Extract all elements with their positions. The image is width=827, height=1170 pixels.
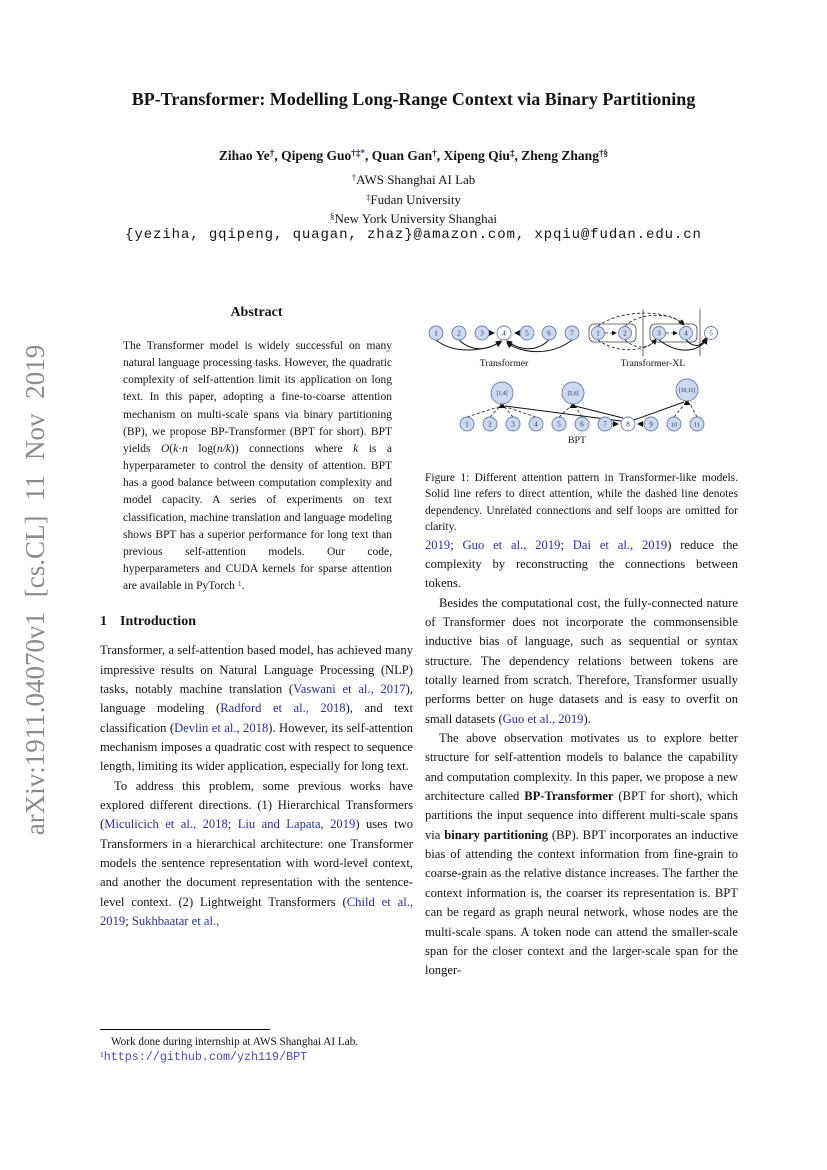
affiliation-fudan: ‡Fudan University <box>365 191 462 207</box>
transformer-diagram <box>429 326 579 369</box>
affiliation-aws: †AWS Shanghai AI Lab <box>351 172 476 187</box>
right-paragraph-3: The above observation motivates us to explore better structure for self-attention models to balance the capability and computation complexity. In this paper, we propose a new architecture called BP-Transformer (BPT for short), which partitions the input sequence into different multi-scale spans via binary partitioning (BP). BPT incorporates an inductive bias of attending the context information from fine-grain to coarse-grain as the relative distance increases. The farther the context information is, the coarser its representation is. BPT can be regard as graph neural network, whose nodes are the multi-scale spans. A token node can attend the smaller-scale span for the closer context and the larger-scale span for the longer- <box>425 731 739 978</box>
citation-link[interactable]: Guo et al., 2019 <box>462 537 561 552</box>
token-node-label: 10 <box>671 422 677 429</box>
node-label: 2 <box>457 329 461 338</box>
right-paragraph-2: Besides the computational cost, the fully-connected nature of Transformer does not incorporate the commonsensible inductive bias of language, such as sequential or syntax structure. The dependency relations between tokens are totally learned from scratch. Therefore, Transformer usually performs better on huge datasets and is easy to overfit on small datasets (Guo et al., 2019). <box>425 595 738 726</box>
footnote-rule <box>100 1029 270 1030</box>
citation-link[interactable]: 2019 <box>425 537 451 552</box>
node-label: 7 <box>570 329 574 338</box>
arxiv-watermark: arXiv:1911.04070v1 [cs.CL] 11 Nov 2019 <box>20 344 50 836</box>
token-node-label: 4 <box>534 420 538 429</box>
footnote-url-link[interactable]: https://github.com/yzh119/BPT <box>103 1050 308 1064</box>
span-node-label: [5,6] <box>567 391 579 397</box>
citation-link[interactable]: * <box>360 147 366 158</box>
figure-1-caption: Figure 1: Different attention pattern in Transformer-like models. Solid line refers to direct attention, while the dashed line denotes dependency. Unrelated connections and self loops are omitted for clarity. <box>425 472 738 534</box>
bpt-diagram <box>460 379 704 446</box>
transformer-xl-diagram <box>589 309 718 369</box>
footnote-thanks: Work done during internship at AWS Shanghai AI Lab. <box>111 1036 359 1048</box>
node-label: 5 <box>525 329 529 338</box>
token-node-label: 6 <box>580 420 584 429</box>
node-label: 3 <box>480 329 484 338</box>
intro-paragraph-2: To address this problem, some previous works have explored different directions. (1) Hierarchical Transformers (Miculicich et al., 2018; Liu and Lapata, 2019) uses two Transformers in a hierarchical architecture: one Transformer models the sentence representation with word-level context, and another the document representation with the sentence-level context. (2) Lightweight Transformers (Child et al., 2019; Sukhbaatar et al., <box>100 778 413 929</box>
citation-link[interactable]: Child et al., 2019 <box>100 894 413 929</box>
token-node-label: 7 <box>603 420 607 429</box>
citation-link[interactable]: Dai et al., 2019 <box>572 537 668 552</box>
citation-link[interactable]: Vaswani et al., 2017 <box>293 682 406 697</box>
node-label: 4 <box>684 329 688 338</box>
transformer-xl-label: Transformer-XL <box>620 358 686 369</box>
intro-paragraph-1: Transformer, a self-attention based model, has achieved many impressive results on Natural Language Processing (NLP) tasks, notably machine translation (Vaswani et al., 2017), language modeling (Radford et al., 2018), and text classification (Devlin et al., 2018). However, its self-attention mechanism imposes a quadratic cost with respect to sequence length, limiting its wider application, especially for long text. <box>100 643 413 774</box>
author-line: Zihao Ye†, Qipeng Guo†‡*, Quan Gan†, Xipeng Qiu‡, Zheng Zhang†§ <box>218 147 609 163</box>
section-number: 1 <box>100 614 107 630</box>
token-node-label: 3 <box>511 420 515 429</box>
transformer-label: Transformer <box>479 358 529 369</box>
node-label: 1 <box>434 329 438 338</box>
affiliation-nyu: §New York University Shanghai <box>330 211 497 226</box>
token-node-label: 9 <box>649 420 653 429</box>
right-column <box>425 300 738 1066</box>
citation-link[interactable]: Radford et al., 2018 <box>220 701 346 716</box>
node-label: 4 <box>502 329 506 338</box>
abstract-body: The Transformer model is widely successful on many natural language processing tasks. However, the quadratic complexity of self-attention limit its application on long text. In this paper, adopting a fine-to-coarse attention mechanism on multi-scale spans via binary partitioning (BP), we propose BP-Transformer (BPT for short). BPT yields O(k·n log(n/k)) connections where k is a hyperparameter to control the density of attention. BPT has a good balance between computation complexity and model capacity. A series of experiments on text classification, machine translation and language modeling shows BPT has a superior performance for long text than previous self-attention models. Our code, hyperparameters and CUDA kernels for sparse attention are available in PyTorch $^1$. <box>123 340 392 593</box>
citation-link[interactable]: 1 <box>237 578 242 588</box>
figure-1-diagram <box>425 308 735 458</box>
section-title: Introduction <box>120 614 196 630</box>
citation-link[interactable]: Guo et al., 2019 <box>502 711 584 726</box>
left-column <box>100 300 413 1066</box>
token-node-label: 1 <box>465 420 469 429</box>
token-node-label: 8 <box>626 420 630 429</box>
node-label: 3 <box>657 329 661 338</box>
span-node-label: [10,11] <box>678 388 696 394</box>
section-heading-introduction <box>100 614 413 630</box>
bpt-label: BPT <box>568 435 586 446</box>
citation-link[interactable]: Liu and Lapata, 2019 <box>237 817 356 832</box>
citation-link[interactable]: Miculicich et al., 2018 <box>104 817 228 832</box>
footnote-url-line: $^1$https://github.com/yzh119/BPT <box>100 1049 308 1064</box>
footnote-block <box>100 1029 413 1064</box>
token-node-label: 5 <box>557 420 561 429</box>
node-label: 6 <box>547 329 551 338</box>
node-label: 2 <box>623 329 627 338</box>
token-node-label: 11 <box>694 422 700 429</box>
affiliations <box>0 170 827 229</box>
paper-title: BP-Transformer: Modelling Long-Range Context via Binary Partitioning <box>131 89 696 109</box>
token-node-label: 2 <box>488 420 492 429</box>
citation-link[interactable]: Sukhbaatar et al., <box>131 914 220 929</box>
node-label: 5 <box>709 329 713 338</box>
author-emails: {yeziha, gqipeng, quagan, zhaz}@amazon.com, xpqiu@fudan.edu.cn <box>125 227 702 243</box>
abstract-heading: Abstract <box>230 305 283 320</box>
span-node-label: [1,4] <box>496 391 508 397</box>
citation-link[interactable]: Devlin et al., 2018 <box>174 720 269 735</box>
right-paragraph-1: 2019; Guo et al., 2019; Dai et al., 2019) reduce the complexity by reconstructing the connections between tokens. <box>425 537 739 591</box>
node-label: 1 <box>596 329 600 338</box>
